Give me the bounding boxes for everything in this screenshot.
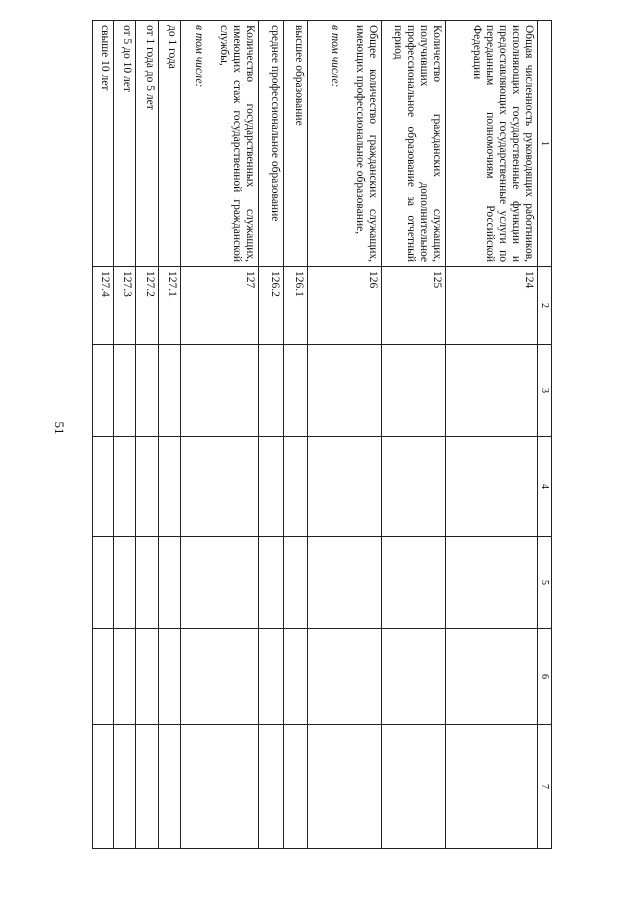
row-code: 127.2 xyxy=(136,267,159,345)
table-row xyxy=(382,21,446,849)
row-label: Количество гражданских служащих, получивших дополнительное профессиональное образование за отчетный период xyxy=(391,25,443,262)
empty-cell xyxy=(259,537,284,629)
row-label: среднее профессиональное образование xyxy=(268,25,281,222)
row-code: 125 xyxy=(382,267,446,345)
empty-cell xyxy=(308,725,382,849)
row-label-cell xyxy=(308,21,382,267)
table-row xyxy=(445,21,537,849)
row-code: 126 xyxy=(308,267,382,345)
empty-cell xyxy=(382,725,446,849)
empty-cell xyxy=(113,345,136,437)
empty-cell xyxy=(382,629,446,725)
empty-cell xyxy=(158,629,181,725)
empty-cell xyxy=(259,725,284,849)
row-label-cell xyxy=(283,21,308,267)
empty-cell xyxy=(308,345,382,437)
row-label: Количество государственных служащих, имеющих стаж государственной гражданской службы, xyxy=(218,25,257,262)
empty-cell xyxy=(113,629,136,725)
empty-cell xyxy=(113,437,136,537)
empty-cell xyxy=(136,725,159,849)
row-code: 127.4 xyxy=(93,267,114,345)
empty-cell xyxy=(308,437,382,537)
row-label-cell xyxy=(113,21,136,267)
empty-cell xyxy=(158,345,181,437)
table-frame xyxy=(92,20,552,848)
empty-cell xyxy=(181,629,259,725)
empty-cell xyxy=(283,629,308,725)
empty-cell xyxy=(113,725,136,849)
empty-cell xyxy=(283,725,308,849)
empty-cell xyxy=(158,725,181,849)
table-row xyxy=(136,21,159,849)
table-row xyxy=(283,21,308,849)
table-row xyxy=(308,21,382,849)
header-row xyxy=(538,21,552,849)
row-sublabel: в том числе: xyxy=(329,25,342,88)
empty-cell xyxy=(382,537,446,629)
row-label-cell xyxy=(136,21,159,267)
table-row xyxy=(113,21,136,849)
col-header: 2 xyxy=(538,267,552,345)
col-header: 5 xyxy=(538,537,552,629)
rotated-table-container xyxy=(92,20,552,848)
row-label: Общая численность руководящих работников, исполняющих государственные функции и предоставляющих государственные услуги по переданным полномочиям Российской Федерации xyxy=(471,25,535,262)
row-label: Общее количество гражданских служащих, имеющих профессиональное образование, xyxy=(354,25,380,262)
row-label-cell xyxy=(445,21,537,267)
row-sublabel: в том числе: xyxy=(193,25,206,88)
empty-cell xyxy=(308,537,382,629)
empty-cell xyxy=(93,629,114,725)
empty-cell xyxy=(181,725,259,849)
row-label: высшее образование xyxy=(293,25,306,126)
row-code: 127.1 xyxy=(158,267,181,345)
empty-cell xyxy=(136,345,159,437)
empty-cell xyxy=(382,345,446,437)
empty-cell xyxy=(445,537,537,629)
table-row xyxy=(181,21,259,849)
row-label-cell xyxy=(93,21,114,267)
empty-cell xyxy=(181,537,259,629)
col-header: 3 xyxy=(538,345,552,437)
empty-cell xyxy=(93,345,114,437)
empty-cell xyxy=(181,437,259,537)
empty-cell xyxy=(93,725,114,849)
col-header: 4 xyxy=(538,437,552,537)
empty-cell xyxy=(283,537,308,629)
empty-cell xyxy=(93,537,114,629)
row-code: 124 xyxy=(445,267,537,345)
empty-cell xyxy=(136,629,159,725)
empty-cell xyxy=(113,537,136,629)
empty-cell xyxy=(136,437,159,537)
empty-cell xyxy=(308,629,382,725)
empty-cell xyxy=(445,725,537,849)
col-header: 1 xyxy=(538,21,552,267)
table-row xyxy=(259,21,284,849)
col-header: 6 xyxy=(538,629,552,725)
empty-cell xyxy=(259,345,284,437)
empty-cell xyxy=(259,629,284,725)
row-label: свыше 10 лет xyxy=(98,25,111,91)
empty-cell xyxy=(136,537,159,629)
empty-cell xyxy=(283,345,308,437)
row-label: от 1 года до 5 лет xyxy=(143,25,156,110)
empty-cell xyxy=(158,437,181,537)
table-row xyxy=(158,21,181,849)
row-label: от 5 до 10 лет xyxy=(121,25,134,92)
empty-cell xyxy=(283,437,308,537)
row-label-cell xyxy=(382,21,446,267)
row-label-cell xyxy=(259,21,284,267)
col-header: 7 xyxy=(538,725,552,849)
empty-cell xyxy=(259,437,284,537)
empty-cell xyxy=(445,345,537,437)
empty-cell xyxy=(158,537,181,629)
row-label-cell xyxy=(181,21,259,267)
statistics-table xyxy=(92,20,552,849)
row-code: 127.3 xyxy=(113,267,136,345)
row-code: 127 xyxy=(181,267,259,345)
empty-cell xyxy=(445,629,537,725)
empty-cell xyxy=(445,437,537,537)
row-code: 126.1 xyxy=(283,267,308,345)
empty-cell xyxy=(382,437,446,537)
empty-cell xyxy=(93,437,114,537)
empty-cell xyxy=(181,345,259,437)
row-label-cell xyxy=(158,21,181,267)
table-row xyxy=(93,21,114,849)
row-code: 126.2 xyxy=(259,267,284,345)
page-number: 51 xyxy=(52,421,67,435)
row-label: до 1 года xyxy=(166,25,179,69)
